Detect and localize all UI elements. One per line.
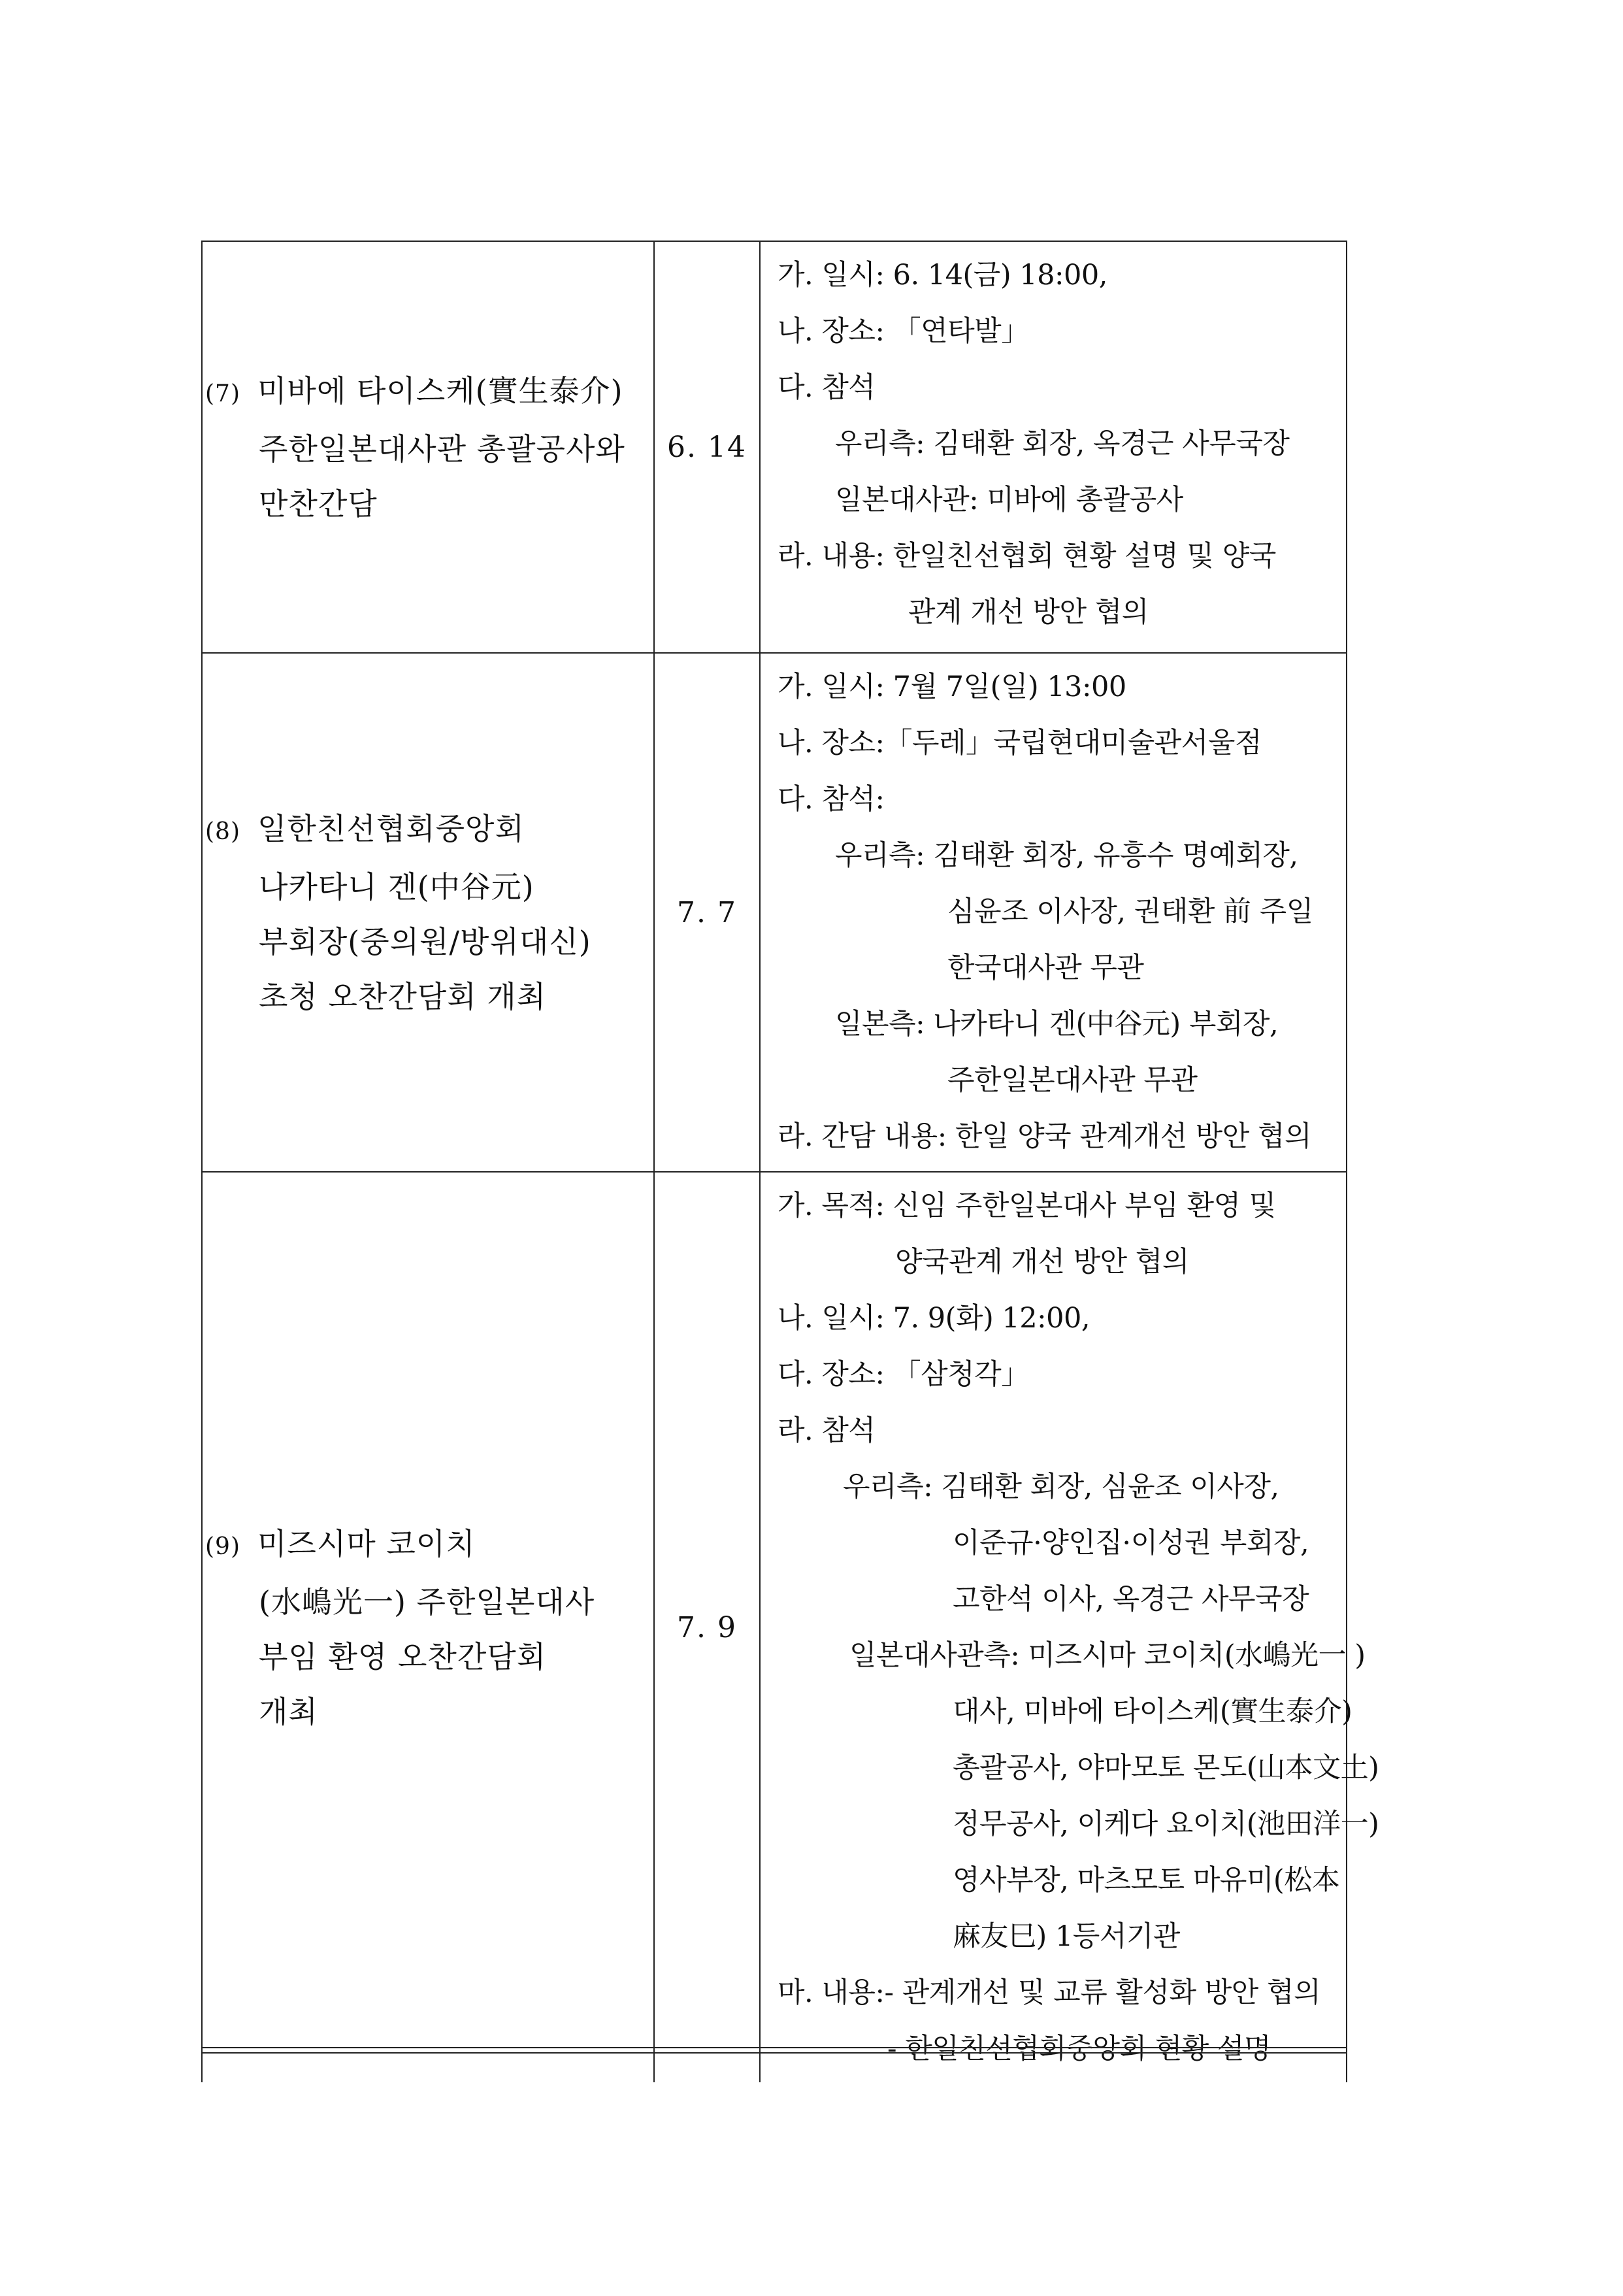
detail-line: 라. 간담 내용: 한일 양국 관계개선 방안 협의 <box>778 1120 1311 1153</box>
detail-line: 우리측: 김태환 회장, 심윤조 이사장, <box>843 1471 1279 1503</box>
item-number: (8) <box>205 818 240 845</box>
detail-line: 심윤조 이사장, 권태환 前 주일 <box>947 895 1313 928</box>
event-title-line: 부회장(중의원/방위대신) <box>259 923 591 959</box>
table-row <box>202 241 1347 653</box>
detail-line: 麻友巳) 1등서기관 <box>953 1920 1180 1953</box>
table-bottom-rule <box>201 2052 1346 2054</box>
table-row <box>202 653 1347 1172</box>
event-title-cell <box>202 653 654 1172</box>
table-row <box>202 1172 1347 2082</box>
detail-line: 마. 내용:- 관계개선 및 교류 활성화 방안 협의 <box>778 1976 1321 2009</box>
event-title-cell <box>202 1172 654 2082</box>
detail-line: 가. 목적: 신임 주한일본대사 부임 환영 및 <box>778 1190 1276 1222</box>
detail-line: 나. 장소: 「연타발」 <box>778 315 1029 348</box>
item-number: (7) <box>205 380 240 407</box>
detail-line: 일본대사관: 미바에 총괄공사 <box>835 484 1183 516</box>
event-title-line: 부임 환영 오찬간담회 <box>259 1639 547 1674</box>
event-title-cell <box>202 241 654 653</box>
detail-line: 일본대사관측: 미즈시마 코이치(水嶋光一 ) <box>849 1639 1366 1672</box>
detail-line: 일본측: 나카타니 겐(中谷元) 부회장, <box>835 1008 1279 1040</box>
detail-line: 주한일본대사관 무관 <box>947 1064 1198 1097</box>
detail-line: 우리측: 김태환 회장, 옥경근 사무국장 <box>835 427 1290 460</box>
event-date: 7. 7 <box>654 653 760 1172</box>
event-title-line: 만찬간담 <box>259 486 378 522</box>
detail-line: 우리측: 김태환 회장, 유흥수 명예회장, <box>835 839 1298 872</box>
event-title-line: 주한일본대사관 총괄공사와 <box>259 431 625 467</box>
event-title-line: (7) 미바에 타이스케(實生泰介) <box>205 363 647 422</box>
event-date: 7. 9 <box>654 1172 760 2082</box>
detail-line: 라. 참석 <box>778 1414 876 1447</box>
detail-line: 영사부장, 마츠모토 마유미(松本 <box>953 1864 1340 1897</box>
event-date: 6. 14 <box>654 241 760 653</box>
event-title-line: 나카타니 겐(中谷元) <box>259 869 534 905</box>
detail-line: - 한일친선협회중앙회 현황 설명 <box>887 2033 1271 2065</box>
detail-line: 라. 내용: 한일친선협회 현황 설명 및 양국 <box>778 540 1276 573</box>
event-details-cell <box>760 1172 1379 2082</box>
detail-line: 정무공사, 이케다 요이치(池田洋一) <box>953 1808 1379 1840</box>
detail-line: 다. 참석: <box>778 783 885 816</box>
detail-line: 가. 일시: 6. 14(금) 18:00, <box>778 259 1107 291</box>
event-details-cell <box>760 653 1347 1172</box>
detail-line: 양국관계 개선 방안 협의 <box>895 1246 1189 1278</box>
event-title-line: 개최 <box>259 1693 318 1729</box>
detail-line: 한국대사관 무관 <box>947 952 1144 984</box>
event-details-cell <box>760 241 1347 653</box>
event-title-line: (8) 일한친선협회중앙회 <box>205 801 647 859</box>
detail-line: 가. 일시: 7월 7일(일) 13:00 <box>778 671 1126 703</box>
detail-line: 다. 장소: 「삼청각」 <box>778 1358 1029 1391</box>
activity-table <box>201 241 1379 2082</box>
detail-line: 다. 참석 <box>778 371 876 404</box>
detail-line: 나. 일시: 7. 9(화) 12:00, <box>778 1302 1090 1335</box>
event-title-line: (9) 미즈시마 코이치 <box>205 1516 647 1574</box>
detail-line: 고한석 이사, 옥경근 사무국장 <box>953 1583 1309 1616</box>
detail-line: 이준규·양인집·이성권 부회장, <box>953 1527 1309 1559</box>
event-title-line: 초청 오찬간담회 개최 <box>259 978 547 1014</box>
detail-line: 총괄공사, 야마모토 몬도(山本文土) <box>953 1752 1379 1784</box>
detail-line: 나. 장소:「두레」국립현대미술관서울점 <box>778 727 1262 759</box>
detail-line: 대사, 미바에 타이스케(實生泰介) <box>953 1695 1352 1728</box>
table-bottom-rule <box>201 2047 1346 2048</box>
event-title-line: (水嶋光一) 주한일본대사 <box>259 1584 595 1620</box>
item-number: (9) <box>205 1533 240 1560</box>
detail-line: 관계 개선 방안 협의 <box>908 596 1149 629</box>
